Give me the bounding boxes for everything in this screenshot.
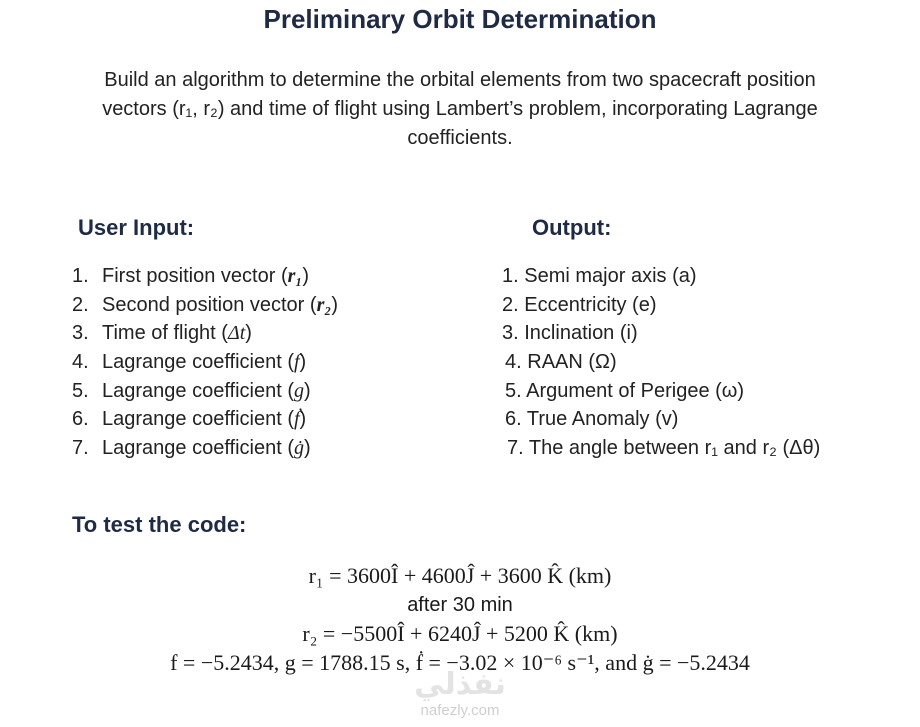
- list-item: 2. Second position vector (r₂): [72, 293, 338, 316]
- list-item: 4. RAAN (Ω): [505, 351, 617, 374]
- user-input-list: [72, 262, 338, 463]
- list-item: 7. Lagrange coefficient (ġ): [72, 437, 311, 460]
- user-input-heading: User Input:: [78, 215, 195, 240]
- list-item: 7. The angle between r₁ and r₂ (Δθ): [507, 437, 821, 460]
- watermark-logo: نفذلي: [414, 668, 506, 701]
- list-item: 5. Argument of Perigee (ω): [505, 379, 745, 402]
- output-list: [502, 262, 820, 463]
- list-item: 1. First position vector (r₁): [72, 265, 310, 287]
- list-item: 4. Lagrange coefficient (f): [72, 351, 307, 374]
- equation-r1: r₁ = 3600Î + 4600Ĵ + 3600 K̂ (km): [308, 563, 612, 588]
- after-time-note: after 30 min: [407, 594, 513, 616]
- page-title: Preliminary Orbit Determination: [263, 4, 657, 34]
- list-item: 3. Inclination (i): [502, 322, 638, 345]
- equation-lagrange-coefficients: f = −5.2434, g = 1788.15 s, ḟ = −3.02 × 10⁻⁶ s⁻¹, and ġ = −5.2434: [170, 650, 750, 675]
- intro-paragraph: Build an algorithm to determine the orbital elements from two spacecraft position vectors (r₁, r₂) and time of flight using Lambert’s problem, incorporating Lagrange coefficients.: [102, 69, 818, 149]
- output-heading: Output:: [532, 215, 612, 240]
- list-item: 6. Lagrange coefficient (ḟ): [72, 408, 307, 431]
- list-item: 3. Time of flight (Δt): [72, 322, 252, 345]
- list-item: 5. Lagrange coefficient (g): [72, 379, 311, 402]
- list-item: 1. Semi major axis (a): [502, 265, 697, 287]
- watermark-site: nafezly.com: [420, 702, 500, 719]
- equation-r2: r₂ = −5500Î + 6240Ĵ + 5200 K̂ (km): [302, 621, 618, 646]
- test-heading: To test the code:: [72, 512, 247, 537]
- list-item: 2. Eccentricity (e): [502, 293, 657, 316]
- list-item: 6. True Anomaly (v): [505, 408, 679, 431]
